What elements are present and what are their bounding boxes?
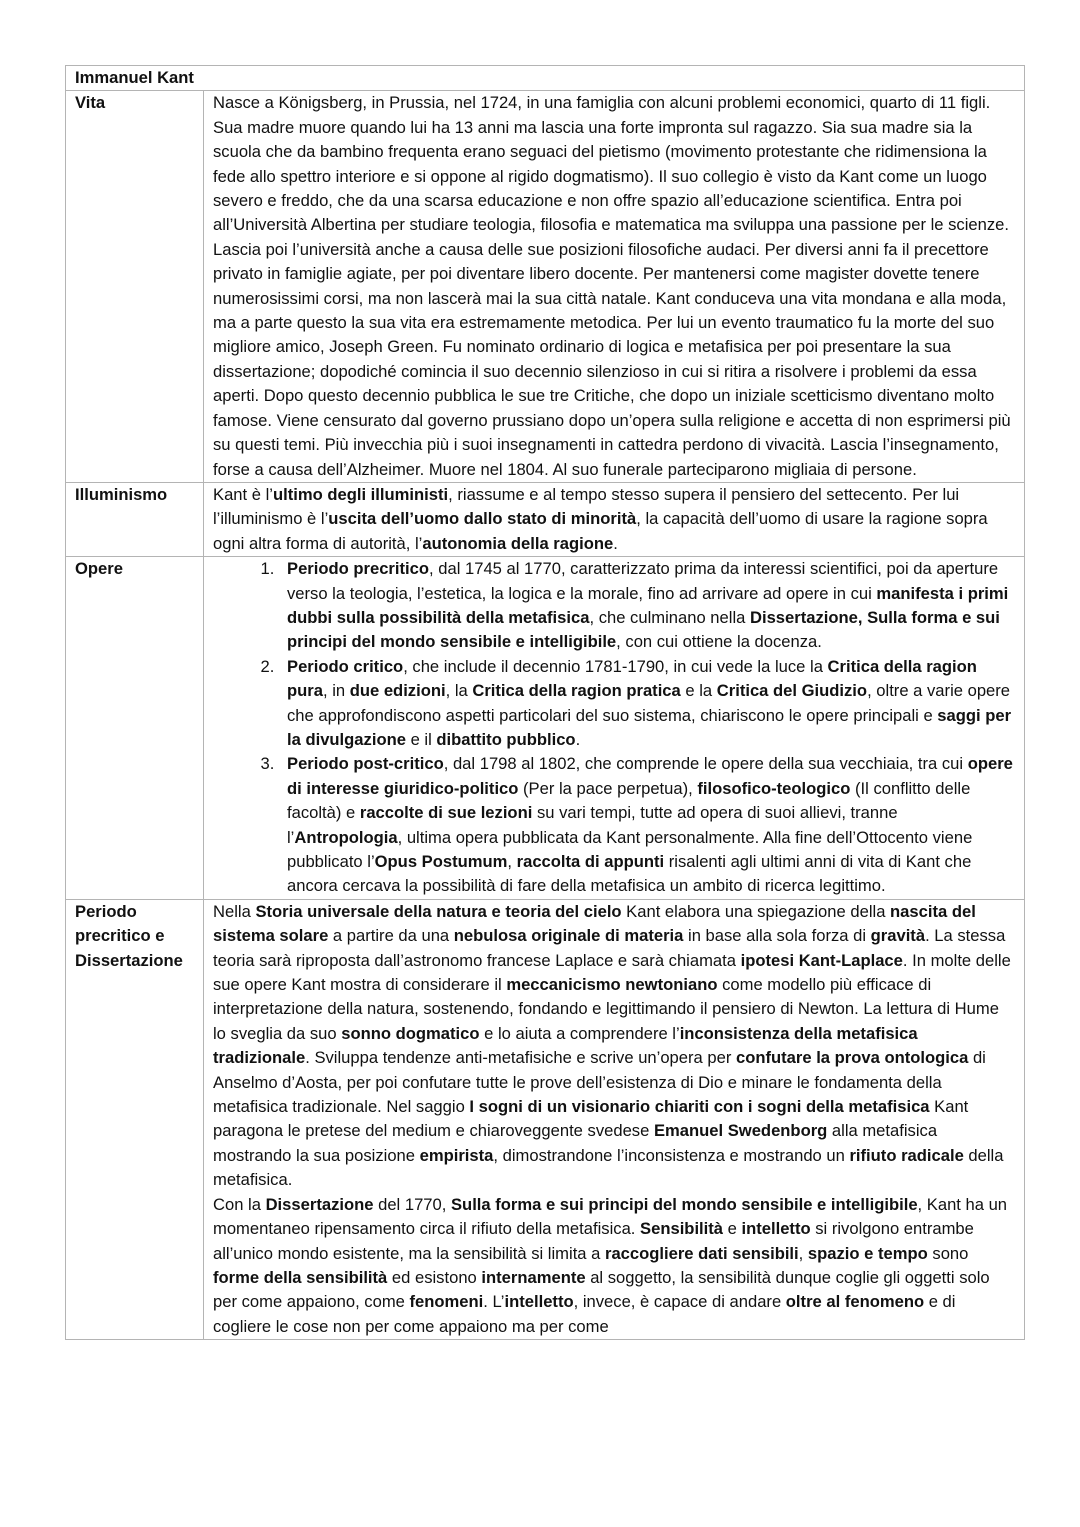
list-item	[279, 557, 1014, 655]
text-span: su vari tempi, tutte ad opera di suoi allievi, tranne l’	[287, 803, 898, 847]
text-span: della metafisica.	[213, 1145, 1004, 1190]
illuminismo-label: Illuminismo	[66, 482, 204, 556]
text-span: Con la	[213, 1194, 266, 1214]
text-span: Kant è l’	[213, 484, 273, 504]
bold-span: Dissertazione	[265, 1194, 374, 1214]
bold-span: Dissertazione, Sulla forma e sui principi del mondo sensibile e intelligibile	[287, 607, 1000, 652]
bold-span: nascita del sistema solare	[213, 901, 976, 946]
bold-span: intelletto	[504, 1292, 574, 1312]
document-page	[65, 65, 1025, 1340]
bold-span: ipotesi Kant-Laplace	[740, 950, 903, 970]
text-span: , ultima opera pubblicata da Kant personalmente. Alla fine dell’Ottocento viene pubblicato l’	[287, 827, 973, 871]
bold-span: inconsistenza della metafisica tradizionale	[213, 1023, 918, 1068]
text-span: Nella	[213, 901, 256, 921]
bold-span: forme della sensibilità	[213, 1267, 388, 1287]
paragraph	[213, 900, 1014, 1193]
text-span: , in	[322, 681, 350, 701]
text-span: del 1770,	[373, 1194, 451, 1214]
bold-span: Critica del Giudizio	[716, 681, 868, 701]
opere-content	[204, 557, 1025, 900]
text-span: , che culminano nella	[589, 607, 750, 627]
text-span: come modello più efficace di interpretazione della natura, sostenendo, fondando e legittimando il pensiero di Newton. La lettura di Hume lo sveglia da suo	[213, 975, 999, 1043]
text-span: (Il conflitto delle facoltà) e	[287, 778, 971, 823]
text-span: a partire da una	[328, 926, 454, 946]
text-span: . In molte delle sue opere Kant mostra di considerare il	[213, 950, 1011, 995]
bold-span: Periodo post-critico	[287, 754, 444, 774]
text-span: . La stessa teoria sarà riproposta dall’astronomo francese Laplace e sarà chiamata	[213, 926, 1006, 970]
bold-span: sonno dogmatico	[341, 1023, 480, 1043]
precritico-row	[66, 899, 1025, 1339]
bold-span: manifesta i primi dubbi sulla possibilità della metafisica	[287, 583, 1009, 627]
bold-span: ultimo degli illuministi	[272, 484, 449, 504]
vita-content: Nasce a Königsberg, in Prussia, nel 1724, in una famiglia con alcuni problemi economici, quarto di 11 figli. Sua madre muore quando lui ha 13 anni ma lascia una forte impronta sul ragazzo. Sia sua madre sia la scuola che da bambino frequenta erano seguaci del pietismo (movimento protestante che ridimensiona la fede allo spettro interiore e si oppone al rigido dogmatismo). Il suo collegio è visto da Kant come un luogo severo e freddo, che da una scarsa educazione e non offre spazio all’educazione scientifica. Entra poi all’Università Albertina per studiare teologia, filosofia e matematica ma sviluppa una passione per le scienze. Lascia poi l’università anche a causa delle sue posizioni filosofiche audaci. Per diversi anni fa il precettore privato in famiglie agiate, per poi diventare libero docente. Per mantenersi come magister dovette tenere numerosissimi corsi, ma non lascerà mai la sua città natale. Kant conduceva una vita mondana e alla moda, ma a parte questo la sua vita era estremamente metodica. Per lui un evento traumatico fu la morte del suo migliore amico, Joseph Green. Fu nominato ordinario di logica e metafisica per poi presentare la sua dissertazione; dopodiché comincia il suo decennio silenzioso in cui si ritira a risolvere i problemi da essa aperti. Dopo questo decennio pubblica le sue tre Critiche, che dopo un iniziale scetticismo diventano molto famose. Viene censurato dal governo prussiano dopo un’opera sulla religione e accetta di non esprimersi più su questi temi. Più invecchia più i suoi insegnamenti in cattedra perdono di vivacità. Lascia l’insegnamento, forse a causa dell’Alzheimer. Muore nel 1804. Al suo funerale parteciparono migliaia di persone.	[204, 91, 1025, 483]
text-span: e il	[405, 729, 437, 749]
illuminismo-content	[204, 482, 1025, 556]
text-span: sono	[927, 1243, 969, 1263]
opere-label: Opere	[66, 557, 204, 900]
text-span: , dal 1798 al 1802, che comprende le opere della sua vecchiaia, tra cui	[443, 754, 968, 774]
bold-span: I sogni di un visionario chiariti con i sogni della metafisica	[469, 1097, 930, 1117]
bold-span: dibattito pubblico	[436, 729, 576, 749]
bold-span: raccolte di sue lezioni	[359, 803, 533, 823]
bold-span: Emanuel Swedenborg	[653, 1121, 828, 1141]
text-span: in base alla sola forza di	[683, 926, 871, 946]
text-span: (Per la pace perpetua),	[518, 778, 698, 798]
bold-span: uscita dell’uomo dallo stato di minorità	[328, 509, 637, 529]
bold-span: rifiuto radicale	[849, 1145, 964, 1165]
text-span: , riassume e al tempo stesso supera il pensiero del settecento. Per lui l’illuminismo è l’	[213, 484, 960, 529]
bold-span: Sensibilità	[640, 1219, 724, 1239]
text-span: . Sviluppa tendenze anti-metafisiche e scrive un’opera per	[305, 1048, 736, 1068]
text-span: , la capacità dell’uomo di usare la ragione sopra ogni altra forma di autorità, l’	[213, 509, 988, 553]
bold-span: spazio e tempo	[807, 1243, 928, 1263]
text-span: e lo aiuta a comprendere l’	[479, 1023, 680, 1043]
text-span: e la	[680, 681, 717, 701]
precritico-content	[204, 899, 1025, 1339]
bold-span: Periodo critico	[287, 656, 404, 676]
list-item	[279, 752, 1014, 898]
opere-row	[66, 557, 1025, 900]
text-span: ,	[798, 1243, 808, 1263]
text-span: , dimostrandone l’inconsistenza e mostrando un	[493, 1145, 850, 1165]
notes-table	[65, 65, 1025, 1340]
text-span: , con cui ottiene la docenza.	[616, 632, 822, 652]
text-span: . L’	[483, 1292, 505, 1312]
bold-span: raccogliere dati sensibili	[604, 1243, 799, 1263]
bold-span: confutare la prova ontologica	[735, 1048, 969, 1068]
bold-span: nebulosa originale di materia	[453, 926, 684, 946]
bold-span: meccanicismo newtoniano	[506, 975, 718, 995]
bold-span: Periodo precritico	[287, 559, 430, 579]
document-title: Immanuel Kant	[66, 66, 1025, 91]
text-span: , Kant ha un momentaneo ripensamento circa il rifiuto della metafisica.	[213, 1194, 1008, 1239]
vita-row	[66, 91, 1025, 483]
illuminismo-row	[66, 482, 1025, 556]
text-span: alla metafisica mostrando la sua posizione	[213, 1121, 938, 1165]
text-span: , dal 1745 al 1770, caratterizzato prima da interessi scientifici, poi da aperture verso la teologia, l’estetica, la logica e la morale, fino ad arrivare ad opere in cui	[287, 559, 999, 603]
bold-span: autonomia della ragione	[422, 533, 614, 553]
text-span: si rivolgono entrambe all’unico mondo esistente, ma la sensibilità si limita a	[213, 1219, 974, 1263]
precritico-label: Periodo precritico e Dissertazione	[66, 899, 204, 1339]
title-row	[66, 66, 1025, 91]
text-span: , oltre a varie opere che approfondiscono aspetti particolari del suo sistema, chiariscono le opere principali e	[287, 681, 1011, 725]
opere-list	[213, 557, 1014, 899]
paragraph	[213, 1193, 1014, 1339]
bold-span: Opus Postumum	[374, 852, 508, 871]
bold-span: internamente	[481, 1267, 586, 1287]
bold-span: intelletto	[741, 1219, 811, 1239]
text-span: ,	[507, 852, 517, 871]
text-span: , la	[445, 681, 473, 701]
text-span: e	[723, 1219, 742, 1239]
bold-span: Critica della ragion pura	[287, 656, 977, 701]
text-span: risalenti agli ultimi anni di vita di Kant che ancora cercava la possibilità di fare della metafisica un ambito di ricerca legittimo.	[287, 852, 972, 896]
bold-span: filosofico-teologico	[697, 778, 851, 798]
text-span: .	[613, 533, 618, 553]
text-span: di Anselmo d’Aosta, per poi confutare tutte le prove dell’esistenza di Dio e minare le fondamenta della metafisica tradizionale. Nel saggio	[213, 1048, 986, 1117]
text-span: Kant paragona le pretese del medium e chiaroveggente svedese	[213, 1097, 969, 1141]
bold-span: Sulla forma e sui principi del mondo sensibile e intelligibile	[450, 1194, 918, 1214]
bold-span: opere di interesse giuridico-politico	[287, 754, 1013, 798]
bold-span: Antropologia	[294, 827, 398, 847]
bold-span: empirista	[419, 1145, 494, 1165]
text-span: ed esistono	[387, 1267, 482, 1287]
text-span: , invece, è capace di andare	[573, 1292, 786, 1312]
text-span: e di cogliere le cose non per come appaiono ma per come	[213, 1292, 956, 1336]
list-item	[279, 655, 1014, 753]
bold-span: due edizioni	[349, 681, 446, 701]
bold-span: raccolta di appunti	[516, 852, 665, 871]
text-span: .	[575, 729, 581, 749]
vita-label: Vita	[66, 91, 204, 483]
bold-span: saggi per la divulgazione	[287, 705, 1012, 749]
bold-span: Storia universale della natura e teoria del cielo	[255, 901, 622, 921]
bold-span: gravità	[870, 926, 926, 946]
bold-span: Critica della ragion pratica	[472, 681, 681, 701]
bold-span: fenomeni	[409, 1292, 484, 1312]
text-span: , che include il decennio 1781-1790, in cui vede la luce la	[403, 656, 828, 676]
bold-span: oltre al fenomeno	[785, 1292, 925, 1312]
text-span: Kant elabora una spiegazione della	[621, 901, 891, 921]
text-span: al soggetto, la sensibilità dunque coglie gli oggetti solo per come appaiono, come	[213, 1267, 990, 1312]
